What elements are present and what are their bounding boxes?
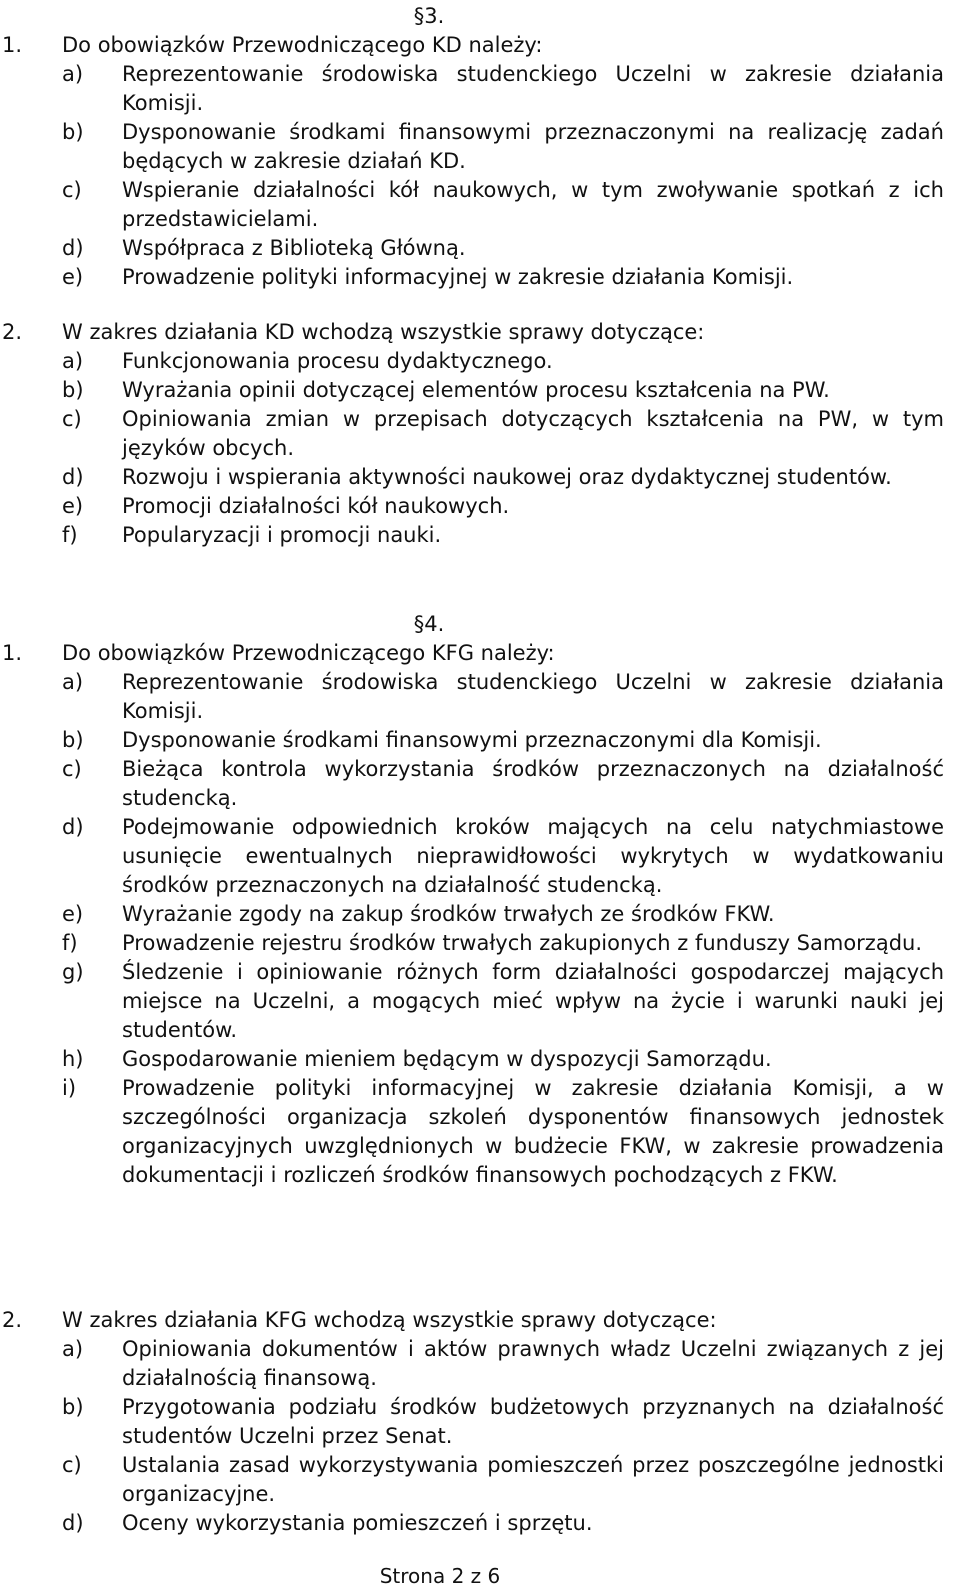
list-item (0, 668, 960, 726)
list-item-text: Promocji działalności kół naukowych. (122, 494, 510, 518)
paragraph-number: 1. (2, 641, 23, 665)
list-item-text: Opiniowania zmian w przepisach dotyczących kształcenia na PW, w tym języków obcych. (122, 407, 944, 460)
list-item-text: Ustalania zasad wykorzystywania pomieszczeń przez poszczególne jednostki organizacyjne. (122, 1453, 944, 1506)
paragraph-number: 2. (2, 1308, 23, 1332)
list-item (0, 492, 960, 521)
list-item-letter: d) (62, 1511, 84, 1535)
list-item-text: Popularyzacji i promocji nauki. (122, 523, 442, 547)
list-item-letter: d) (62, 465, 84, 489)
list-item-text: Współpraca z Biblioteką Główną. (122, 236, 466, 260)
list-item-text: Prowadzenie polityki informacyjnej w zakresie działania Komisji, a w szczególności organizacja szkoleń dysponentów finansowych jednostek organizacyjnych uwzględnionych w budżecie FKW, w zakresie prowadzenia dokumentacji i rozliczeń środków finansowych pochodzących z FKW. (122, 1076, 944, 1187)
list-item-text: Opiniowania dokumentów i aktów prawnych władz Uczelni związanych z jej działalnością finansową. (122, 1337, 944, 1390)
section-3-title: §3. (413, 4, 445, 28)
section-3-paragraph-1 (0, 31, 960, 292)
list-item (0, 376, 960, 405)
list-item-letter: d) (62, 815, 84, 839)
list-item-text: Przygotowania podziału środków budżetowych przyznanych na działalność studentów Uczelni przez Senat. (122, 1395, 944, 1448)
list-item (0, 755, 960, 813)
list-item-letter: b) (62, 728, 84, 752)
list-item (0, 60, 960, 118)
list-item-letter: e) (62, 494, 84, 518)
list-item (0, 958, 960, 1045)
list-item (0, 463, 960, 492)
list-item-text: Śledzenie i opiniowanie różnych form działalności gospodarczej mających miejsce na Uczelni, a mogących mieć wpływ na życie i warunki nauki jej studentów. (122, 960, 944, 1042)
list-item (0, 726, 960, 755)
list-item-letter: d) (62, 236, 84, 260)
list-item (0, 118, 960, 176)
list-item (0, 1451, 960, 1509)
paragraph-heading: W zakres działania KD wchodzą wszystkie sprawy dotyczące: (62, 320, 705, 344)
list-item (0, 1393, 960, 1451)
paragraph-number: 1. (2, 33, 23, 57)
list-item-text: Prowadzenie polityki informacyjnej w zakresie działania Komisji. (122, 265, 794, 289)
list-item-text: Reprezentowanie środowiska studenckiego Uczelni w zakresie działania Komisji. (122, 670, 944, 723)
list-item-letter: e) (62, 265, 84, 289)
list-item-letter: h) (62, 1047, 84, 1071)
list-item-letter: f) (62, 523, 78, 547)
list-item-text: Podejmowanie odpowiednich kroków mających na celu natychmiastowe usunięcie ewentualnych nieprawidłowości wykrytych w wydatkowaniu środków przeznaczonych na działalność studencką. (122, 815, 944, 897)
list-item (0, 900, 960, 929)
list-item-text: Wyrażanie zgody na zakup środków trwałych ze środków FKW. (122, 902, 775, 926)
list-item-letter: e) (62, 902, 84, 926)
list-item (0, 263, 960, 292)
list-item (0, 1335, 960, 1393)
list-item (0, 176, 960, 234)
paragraph-heading: Do obowiązków Przewodniczącego KD należy: (62, 33, 543, 57)
list-item-letter: g) (62, 960, 84, 984)
section-4-paragraph-1 (0, 639, 960, 1190)
list-item-text: Gospodarowanie mieniem będącym w dyspozycji Samorządu. (122, 1047, 772, 1071)
list-item-letter: c) (62, 757, 82, 781)
list-item (0, 1074, 960, 1190)
list-item (0, 1509, 960, 1538)
paragraph-heading: Do obowiązków Przewodniczącego KFG należy: (62, 641, 555, 665)
list-item-letter: a) (62, 1337, 84, 1361)
list-item-text: Rozwoju i wspierania aktywności naukowej oraz dydaktycznej studentów. (122, 465, 892, 489)
list-item-text: Dysponowanie środkami finansowymi przeznaczonymi dla Komisji. (122, 728, 822, 752)
list-item-text: Oceny wykorzystania pomieszczeń i sprzętu. (122, 1511, 593, 1535)
list-item-letter: c) (62, 178, 82, 202)
list-item-text: Prowadzenie rejestru środków trwałych zakupionych z funduszy Samorządu. (122, 931, 923, 955)
list-item-text: Bieżąca kontrola wykorzystania środków przeznaczonych na działalność studencką. (122, 757, 944, 810)
list-item-letter: c) (62, 407, 82, 431)
list-item-text: Funkcjonowania procesu dydaktycznego. (122, 349, 553, 373)
list-item-letter: i) (62, 1076, 77, 1100)
list-item-letter: a) (62, 62, 84, 86)
section-4-title: §4. (413, 612, 445, 636)
list-item-text: Dysponowanie środkami finansowymi przeznaczonymi na realizację zadań będących w zakresie działań KD. (122, 120, 944, 173)
list-item-letter: a) (62, 349, 84, 373)
list-item-letter: b) (62, 1395, 84, 1419)
list-item (0, 405, 960, 463)
list-item-letter: f) (62, 931, 78, 955)
list-item (0, 234, 960, 263)
list-item-letter: b) (62, 378, 84, 402)
list-item (0, 347, 960, 376)
section-4-paragraph-2 (0, 1306, 960, 1538)
list-item (0, 813, 960, 900)
list-item-text: Wspieranie działalności kół naukowych, w tym zwoływanie spotkań z ich przedstawicielami. (122, 178, 944, 231)
page-footer: Strona 2 z 6 (379, 1564, 501, 1588)
list-item-text: Wyrażania opinii dotyczącej elementów procesu kształcenia na PW. (122, 378, 830, 402)
section-3-paragraph-2 (0, 318, 960, 550)
paragraph-number: 2. (2, 320, 23, 344)
list-item-letter: b) (62, 120, 84, 144)
list-item (0, 1045, 960, 1074)
list-item (0, 521, 960, 550)
list-item-text: Reprezentowanie środowiska studenckiego Uczelni w zakresie działania Komisji. (122, 62, 944, 115)
paragraph-heading: W zakres działania KFG wchodzą wszystkie sprawy dotyczące: (62, 1308, 717, 1332)
list-item (0, 929, 960, 958)
list-item-letter: a) (62, 670, 84, 694)
list-item-letter: c) (62, 1453, 82, 1477)
